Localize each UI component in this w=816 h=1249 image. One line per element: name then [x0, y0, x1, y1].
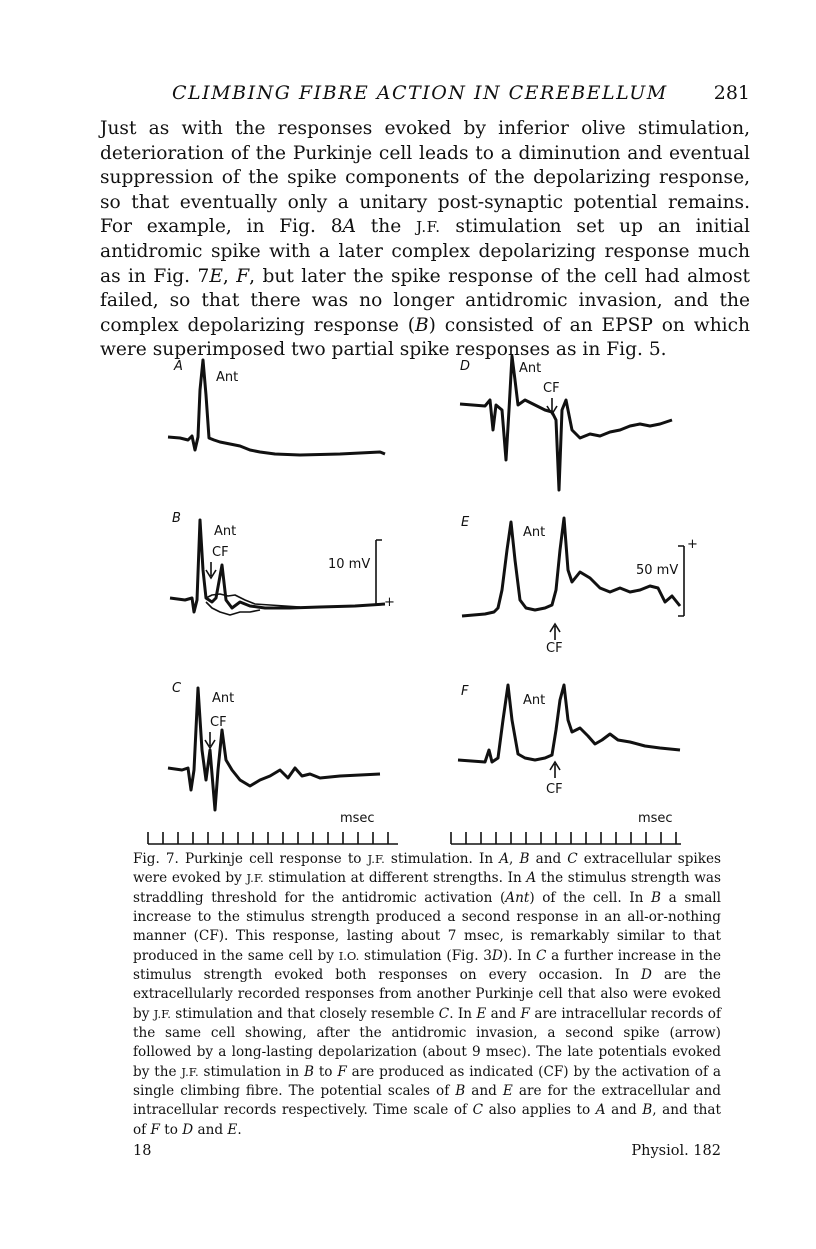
text-run: E: [502, 1083, 513, 1100]
time-scale-f: [451, 832, 681, 844]
text-run: , but later the spike response of the cell had almost failed, so that there was no longer antidromic invasion, and the complex depolarizing response (: [100, 265, 750, 336]
figure-caption: [133, 850, 721, 1140]
journal-label: Physiol. 182: [631, 1143, 721, 1159]
text-run: stimulation at different strengths. In: [263, 870, 527, 887]
text-run: J.F.: [153, 1006, 171, 1021]
text-run: Fig. 7. Purkinje cell response to: [133, 851, 368, 867]
ant-label-f: Ant: [523, 693, 546, 708]
text-run: ) consisted of an EPSP on which were superimposed two partial spike responses as in Fig. 5.: [100, 314, 751, 361]
scale-plus-e: +: [687, 537, 698, 552]
scale-label-b: 10 mV: [328, 557, 371, 572]
text-run: are produced as indicated (CF) by the activation of a single climbing fibre. The potential scales of: [133, 1063, 721, 1100]
panel-b: [170, 511, 395, 615]
panel-label-e: E: [461, 515, 470, 530]
text-run: A: [499, 851, 510, 867]
figure-traces: [140, 350, 700, 850]
cf-arrow-c: [205, 732, 215, 748]
panel-f: [451, 684, 681, 844]
text-run: J.F.: [246, 871, 264, 886]
text-run: C: [536, 947, 547, 964]
text-run: extracellular spikes were evoked by: [133, 851, 721, 887]
ant-label-c: Ant: [212, 691, 235, 706]
panel-label-d: D: [460, 359, 471, 374]
panel-label-f: F: [461, 684, 469, 699]
panel-label-c: C: [172, 681, 182, 696]
text-run: a small increase to the stimulus strength produced a second response in an all-or-nothing manner (CF). This response, lasting about 7 msec, is remarkably similar to that produced in the same cell by: [133, 889, 722, 964]
cf-label-f: CF: [546, 782, 563, 797]
text-run: J.F.: [367, 852, 385, 866]
text-run: D: [182, 1121, 194, 1138]
text-run: C: [567, 851, 578, 867]
ant-label-d: Ant: [519, 361, 542, 376]
text-run: J.F.: [416, 218, 441, 237]
panel-label-b: B: [172, 511, 181, 526]
body-paragraph: [100, 117, 750, 363]
text-run: B: [651, 889, 661, 906]
text-run: C: [472, 1102, 484, 1119]
page-number: 281: [713, 82, 750, 104]
trace-a: [168, 360, 385, 455]
panel-d: [460, 356, 672, 490]
text-run: the: [356, 216, 417, 238]
text-run: stimulation and that closely resemble: [170, 1005, 439, 1022]
cf-arrow-b: [206, 562, 216, 578]
text-run: , and that of: [133, 1102, 721, 1138]
text-run: are for the extracellular and intracellular records respectively. Time scale of: [133, 1083, 721, 1119]
cf-label-e: CF: [546, 641, 563, 656]
cf-label-b: CF: [212, 545, 229, 560]
panel-e: [461, 515, 698, 656]
text-run: .: [237, 1121, 242, 1138]
text-run: E: [209, 265, 223, 287]
text-run: F: [520, 1005, 530, 1022]
text-run: ,: [509, 851, 520, 867]
text-run: F: [236, 265, 250, 287]
cf-arrow-f: [550, 762, 560, 778]
text-run: stimulation (Fig. 3: [359, 947, 492, 964]
scale-bar-b: [376, 540, 382, 604]
text-run: A: [595, 1102, 606, 1119]
text-run: to: [159, 1121, 183, 1138]
text-run: and: [605, 1102, 643, 1119]
trace-d: [460, 356, 672, 490]
ant-label-a: Ant: [216, 370, 239, 385]
text-run: D: [491, 947, 503, 964]
text-run: . In: [449, 1005, 477, 1022]
text-run: B: [455, 1083, 466, 1100]
text-run: and: [193, 1121, 228, 1138]
text-run: F: [150, 1121, 160, 1138]
running-header: [100, 82, 750, 110]
text-run: and: [486, 1005, 521, 1022]
text-run: I.O.: [338, 948, 360, 963]
text-run: also applies to: [483, 1102, 596, 1119]
cf-arrow-e: [550, 624, 560, 640]
text-run: Ant: [505, 889, 530, 906]
text-run: and: [465, 1083, 503, 1100]
text-run: and: [529, 851, 568, 867]
cf-label-c: CF: [210, 715, 227, 730]
ant-label-b: Ant: [214, 524, 237, 539]
text-run: E: [476, 1005, 487, 1022]
text-run: a further increase in the stimulus strength evoked both responses on every occasion. In: [133, 947, 721, 984]
time-label-f: msec: [638, 811, 673, 826]
trace-f: [458, 685, 680, 762]
text-run: to: [313, 1063, 338, 1080]
running-title: CLIMBING FIBRE ACTION IN CEREBELLUM: [172, 82, 668, 104]
panel-c: [148, 681, 398, 844]
figure-7: [140, 350, 700, 850]
text-run: stimulation in: [198, 1063, 304, 1080]
text-run: E: [227, 1121, 238, 1138]
text-run: F: [337, 1063, 347, 1080]
text-run: stimulation. In: [384, 851, 500, 867]
scale-label-e: 50 mV: [636, 563, 679, 578]
text-run: Just as with the responses evoked by inferior olive stimulation, deterioration of the Purkinje cell leads to a diminution and eventual suppression of the spike components of the depolarizing response, so that eventually only a unitary post-synaptic potential remains. For example, in Fig. 8: [100, 118, 750, 238]
text-run: D: [641, 967, 652, 984]
page-footer: [133, 1143, 721, 1165]
text-run: the stimulus strength was straddling threshold for the antidromic activation (: [133, 870, 721, 906]
text-run: ) of the cell. In: [529, 889, 651, 906]
signature-mark: 18: [133, 1143, 152, 1159]
text-run: are intracellular records of the same cell showing, after the antidromic invasion, a second spike (arrow) followed by a long-lasting depolarization (about 9 msec). The late potentials evoked by the: [133, 1005, 721, 1080]
text-run: ). In: [502, 947, 537, 964]
panel-a: [168, 359, 385, 455]
time-label-c: msec: [340, 811, 375, 826]
text-run: C: [438, 1005, 450, 1022]
trace-c: [168, 688, 380, 810]
text-run: A: [342, 216, 356, 238]
text-run: B: [303, 1063, 314, 1080]
panel-label-a: A: [174, 359, 183, 374]
text-run: ,: [222, 265, 237, 287]
text-run: B: [415, 314, 429, 336]
scale-plus-b: +: [384, 595, 395, 610]
ant-label-e: Ant: [523, 525, 546, 540]
text-run: stimulation set up an initial antidromic spike with a later complex depolarizing response much as in Fig. 7: [100, 216, 750, 287]
text-run: J.F.: [181, 1064, 199, 1079]
text-run: are the extracellularly recorded responses from another Purkinje cell that also were evoked by: [133, 967, 721, 1022]
text-run: B: [519, 851, 530, 867]
time-scale-c: [148, 832, 398, 844]
text-run: B: [642, 1102, 653, 1119]
text-run: A: [526, 870, 537, 887]
cf-label-d: CF: [543, 381, 560, 396]
